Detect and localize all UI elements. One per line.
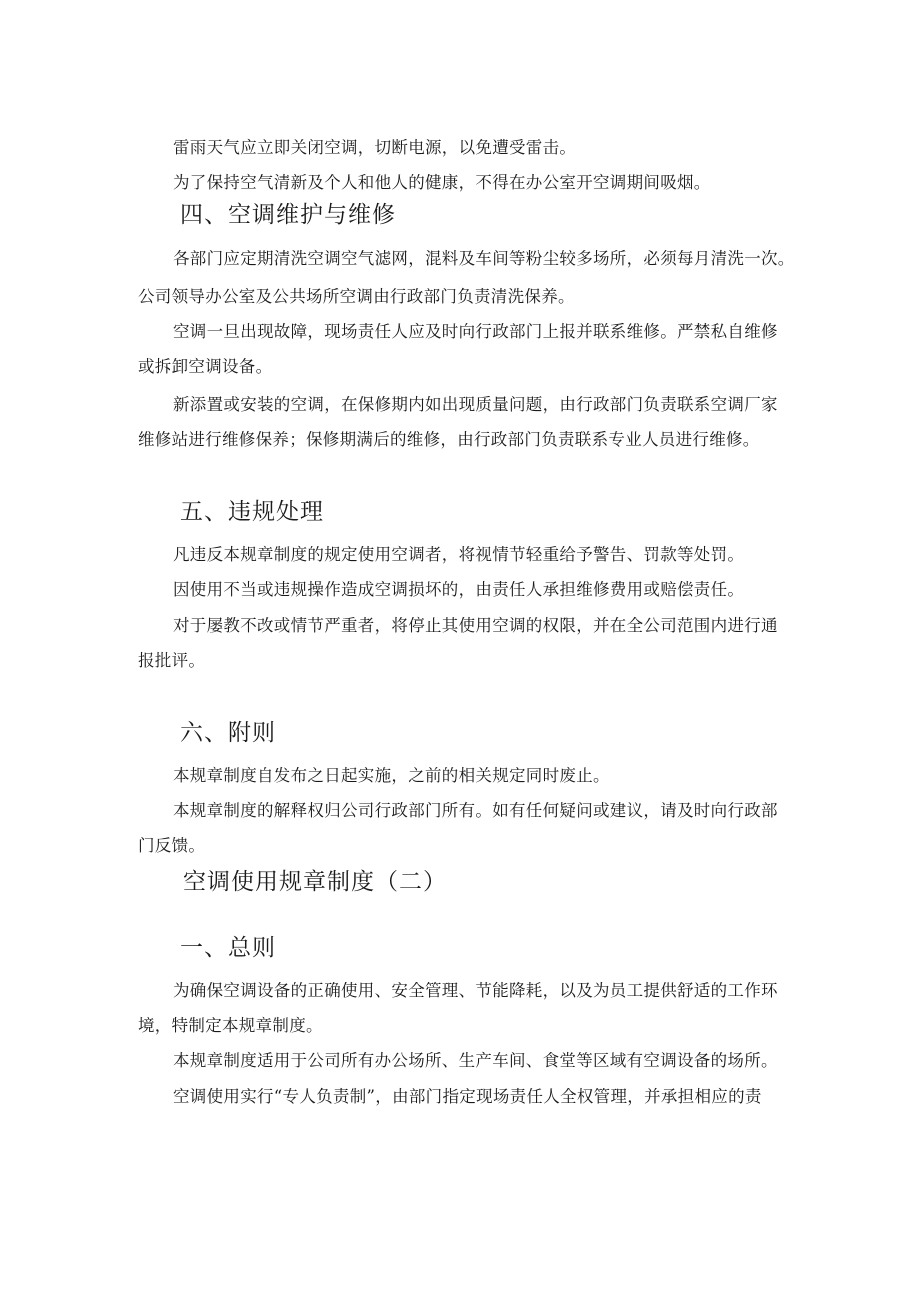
paragraph-line: 或拆卸空调设备。 <box>138 357 273 376</box>
paragraph-line: 报批评。 <box>138 651 206 670</box>
paragraph-line: 各部门应定期清洗空调空气滤网，混料及车间等粉尘较多场所，必须每月清洗一次。 <box>173 249 795 268</box>
paragraph-line: 本规章制度适用于公司所有办公场所、生产车间、食堂等区域有空调设备的场所。 <box>173 1051 778 1070</box>
section-heading-appendix: 六、附则 <box>180 720 276 746</box>
paragraph-line: 空调一旦出现故障，现场责任人应及时向行政部门上报并联系维修。严禁私自维修 <box>173 322 778 341</box>
paragraph-line: 空调使用实行“专人负责制”，由部门指定现场责任人全权管理，并承担相应的责 <box>173 1087 762 1106</box>
paragraph-line: 本规章制度的解释权归公司行政部门所有。如有任何疑问或建议，请及时向行政部 <box>173 801 778 820</box>
paragraph-line: 雷雨天气应立即关闭空调，切断电源，以免遭受雷击。 <box>173 138 577 157</box>
paragraph-line: 维修站进行维修保养；保修期满后的维修，由行政部门负责联系专业人员进行维修。 <box>138 430 760 449</box>
paragraph-line: 新添置或安装的空调，在保修期内如出现质量问题，由行政部门负责联系空调厂家 <box>173 395 778 414</box>
section-heading-maintenance: 四、空调维护与维修 <box>180 202 396 228</box>
paragraph-line: 凡违反本规章制度的规定使用空调者，将视情节轻重给予警告、罚款等处罚。 <box>173 545 745 564</box>
paragraph-line: 为了保持空气清新及个人和他人的健康，不得在办公室开空调期间吸烟。 <box>173 173 711 192</box>
paragraph-line: 境，特制定本规章制度。 <box>138 1016 323 1035</box>
paragraph-line: 门反馈。 <box>138 836 206 855</box>
section-heading-violations: 五、违规处理 <box>180 499 324 525</box>
paragraph-line: 因使用不当或违规操作造成空调损坏的，由责任人承担维修费用或赔偿责任。 <box>173 580 745 599</box>
paragraph-line: 为确保空调设备的正确使用、安全管理、节能降耗，以及为员工提供舒适的工作环 <box>173 981 778 1000</box>
document-title-part-two: 空调使用规章制度（二） <box>183 869 447 895</box>
paragraph-line: 本规章制度自发布之日起实施，之前的相关规定同时废止。 <box>173 766 610 785</box>
paragraph-line: 对于屡教不改或情节严重者，将停止其使用空调的权限，并在全公司范围内进行通 <box>173 616 778 635</box>
section-heading-general: 一、总则 <box>180 935 276 961</box>
paragraph-line: 公司领导办公室及公共场所空调由行政部门负责清洗保养。 <box>138 287 575 306</box>
